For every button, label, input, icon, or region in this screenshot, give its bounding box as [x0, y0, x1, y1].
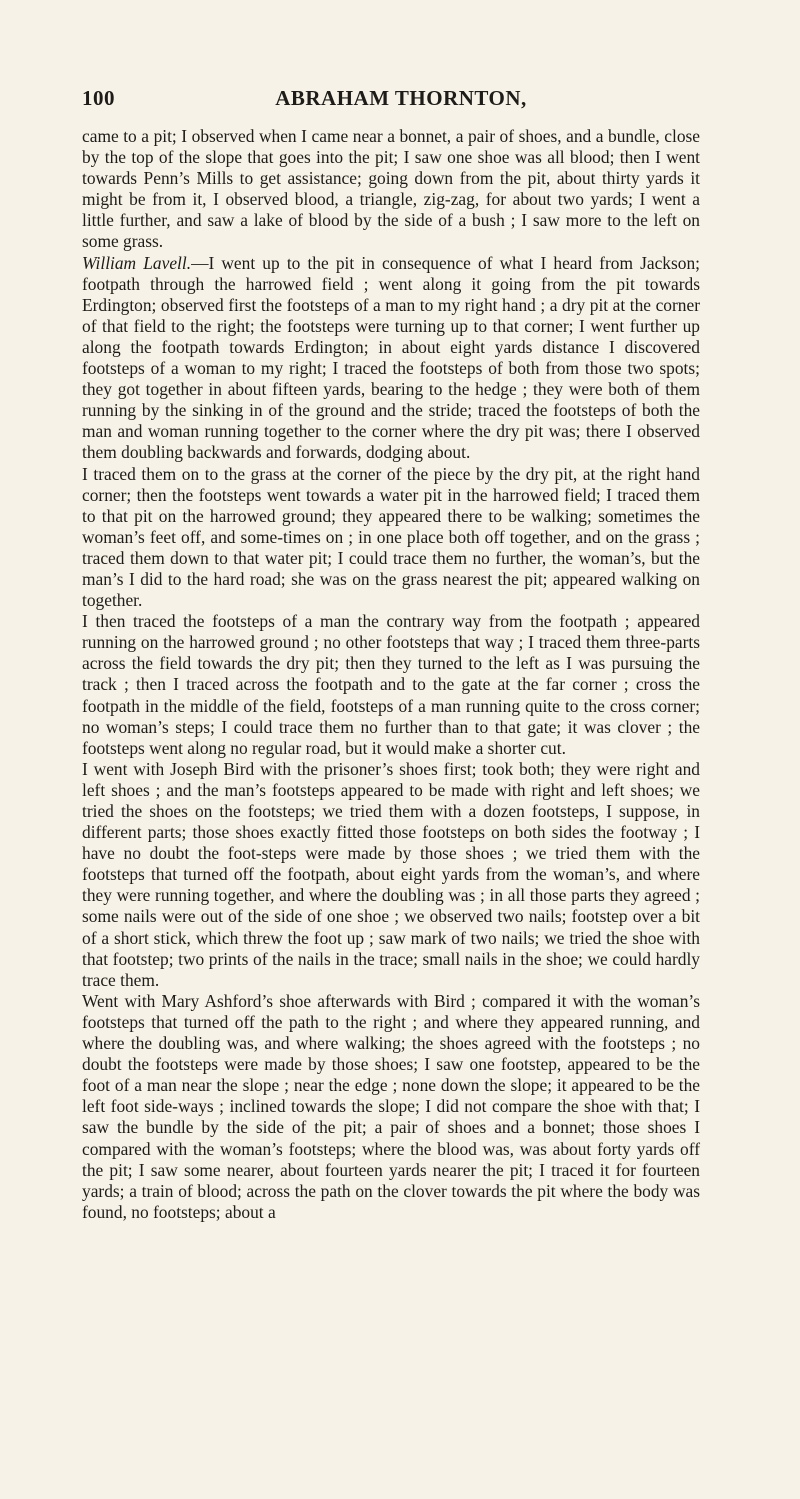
paragraph	[82, 611, 700, 759]
paragraph-text: Went with Mary Ashford’s shoe afterwards with Bird ; compared it with the woman’s footsteps that turned off the path to the right ; and where they appeared running, and where the doubling was, and where walking; the shoes agreed with the footsteps ; no doubt the footsteps were made by those shoes; I saw one footstep, appeared to be the foot of a man near the slope ; near the edge ; none down the slope; it appeared to be the left foot side-ways ; inclined towards the slope; I did not compare the shoe with that; I saw the bundle by the side of the pit; a pair of shoes and a bonnet; those shoes I compared with the woman’s footsteps; where the blood was, was about forty yards off the pit; I saw some nearer, about fourteen yards nearer the pit; I traced it for fourteen yards; a train of blood; across the path on the clover towards the pit where the body was found, no footsteps; about a	[82, 990, 700, 1222]
paragraph-text: —I went up to the pit in consequence of what I heard from Jackson; footpath through the harrowed field ; went along it going from the pit towards Erdington; observed first the footsteps of a man to my right hand ; a dry pit at the corner of that field to the right; the footsteps were turning up to that corner; I went further up along the footpath towards Erdington; in about eight yards distance I discovered footsteps of a woman to my right; I traced the footsteps of both from those two spots; they got together in about fifteen yards, bearing to the hedge ; they were both of them running by the sinking in of the ground and the stride; traced the footsteps of both the man and woman running together to the corner where the dry pit was; there I observed them doubling backwards and forwards, dodging about.	[82, 252, 700, 463]
speaker-name: William Lavell.	[82, 252, 192, 273]
paragraph	[82, 126, 700, 253]
paragraph-text: I then traced the footsteps of a man the contrary way from the footpath ; appeared running on the harrowed ground ; no other footsteps that way ; I traced them three-parts across the field towards the dry pit; then they turned to the left as I was pursuing the track ; then I traced across the footpath and to the gate at the far corner ; cross the footpath in the middle of the field, footsteps of a man running quite to the cross corner; no woman’s steps; I could trace them no further than to that gate; it was clover ; the footsteps went along no regular road, but it would make a shorter cut.	[82, 611, 700, 758]
paragraph	[82, 991, 700, 1223]
body-text	[82, 126, 700, 1223]
paragraph-text: came to a pit; I observed when I came near a bonnet, a pair of shoes, and a bundle, close by the top of the slope that goes into the pit; I saw one shoe was all blood; then I went towards Penn’s Mills to get assistance; going down from the pit, about thirty yards it might be from it, I observed blood, a triangle, zig-zag, for about two yards; I went a little further, and saw a lake of blood by the side of a bush ; I saw more to the left on some grass.	[82, 126, 700, 252]
paragraph	[82, 253, 700, 464]
paragraph-text: I went with Joseph Bird with the prisoner’s shoes first; took both; they were right and left shoes ; and the man’s footsteps appeared to be made with right and left shoes; we tried the shoes on the footsteps; we tried them with a dozen footsteps, I suppose, in different parts; those shoes exactly fitted those footsteps on both sides the footway ; I have no doubt the foot-steps were made by those shoes ; we tried them with the footsteps that turned off the footpath, about eight yards from the woman’s, and where they were running together, and where the doubling was ; in all those parts they agreed ; some nails were out of the side of one shoe ; we observed two nails; footstep over a bit of a short stick, which threw the foot up ; saw mark of two nails; we tried the shoe with that footstep; two prints of the nails in the trace; small nails in the shoe; we could hardly trace them.	[82, 758, 700, 990]
running-title: ABRAHAM THORNTON,	[275, 86, 527, 110]
paragraph-text: I traced them on to the grass at the corner of the piece by the dry pit, at the right hand corner; then the footsteps went towards a water pit in the harrowed field; I traced them to that pit on the harrowed ground; they appeared there to be walking; sometimes the woman’s feet off, and some-times on ; in one place both off together, and on the grass ; traced them down to that water pit; I could trace them no further, the woman’s, but the man’s I did to the hard road; she was on the grass nearest the pit; appeared walking on together.	[82, 463, 700, 611]
page-number: 100	[82, 86, 115, 110]
running-head	[82, 86, 700, 126]
paragraph	[82, 759, 700, 991]
paragraph	[82, 464, 700, 612]
